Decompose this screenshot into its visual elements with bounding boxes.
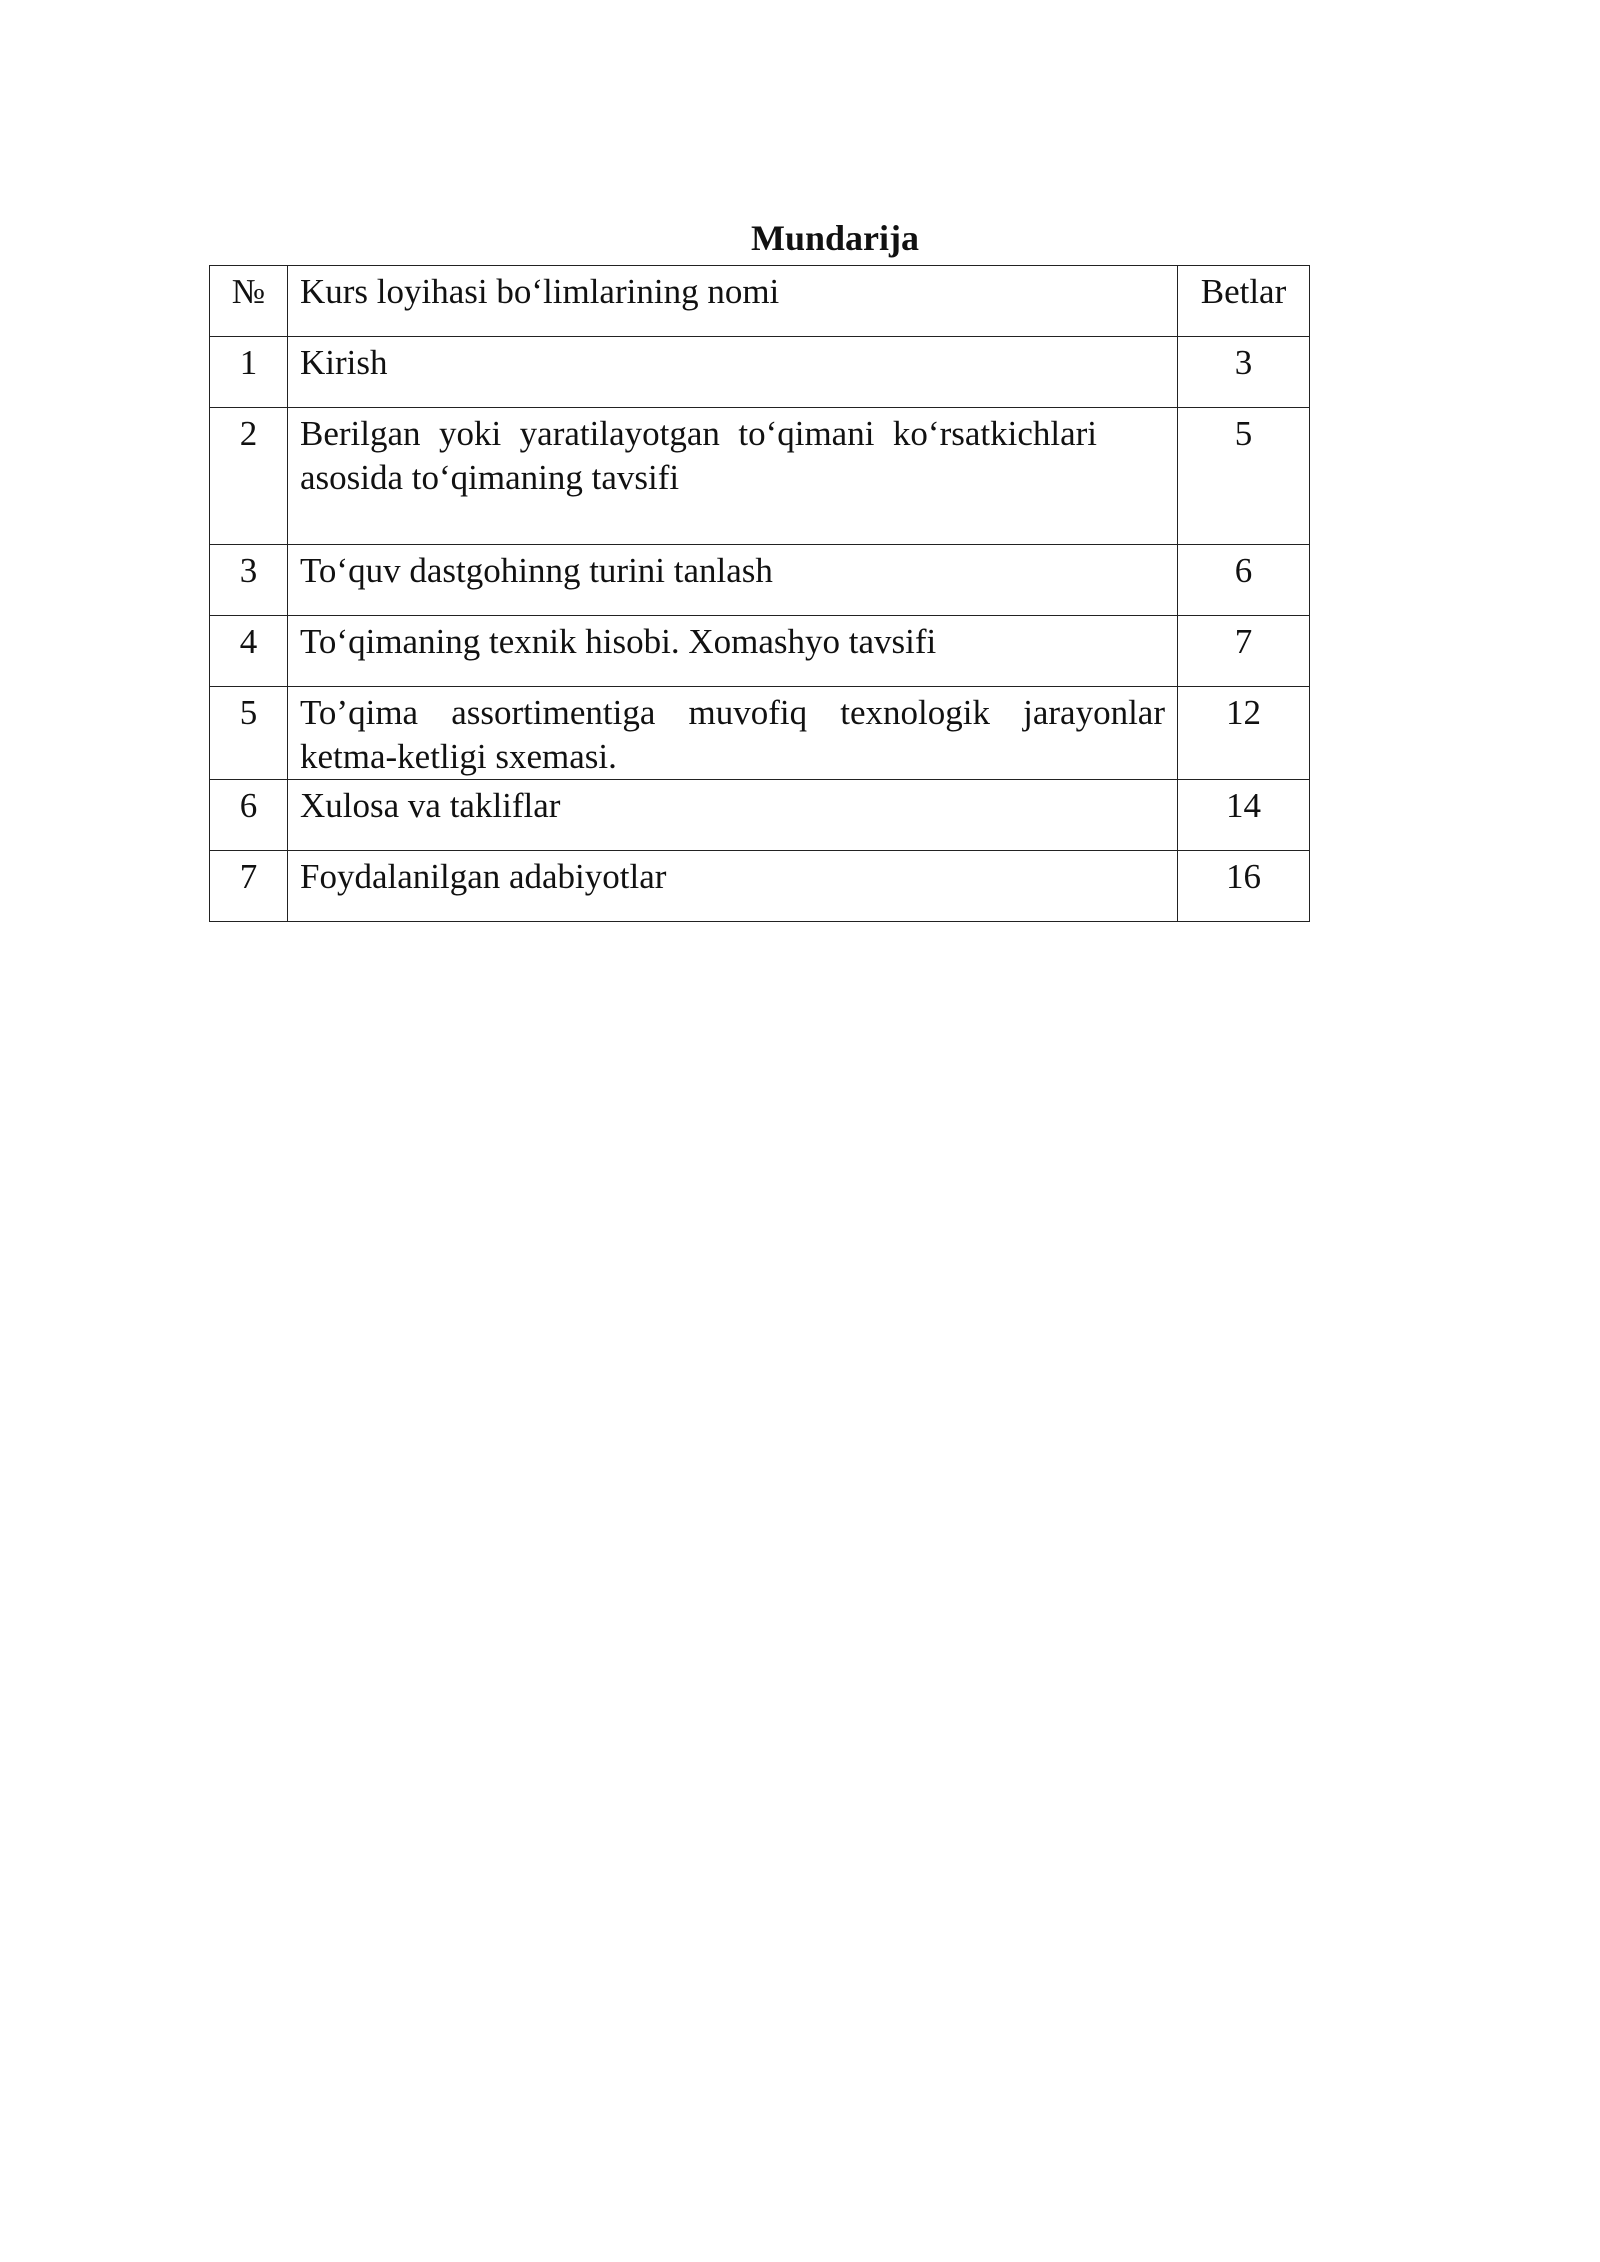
row-number: 7 — [210, 851, 288, 922]
row-section-name: Kirish — [288, 337, 1178, 408]
header-pages: Betlar — [1178, 266, 1310, 337]
header-section-name: Kurs loyihasi bo‘limlarining nomi — [288, 266, 1178, 337]
row-number: 6 — [210, 780, 288, 851]
table-row — [210, 851, 1310, 922]
header-number: № — [210, 266, 288, 337]
row-page: 16 — [1178, 851, 1310, 922]
row-page: 7 — [1178, 616, 1310, 687]
row-section-name: To‘qimaning texnik hisobi. Xomashyo tavsifi — [288, 616, 1178, 687]
table-row — [210, 687, 1310, 780]
row-section-name: To’qima assortimentiga muvofiq texnologik jarayonlar ketma-ketligi sxemasi. — [288, 687, 1178, 780]
row-page: 14 — [1178, 780, 1310, 851]
table-row — [210, 337, 1310, 408]
row-section-name: Foydalanilgan adabiyotlar — [288, 851, 1178, 922]
page-title: Mundarija — [750, 218, 919, 258]
row-number: 2 — [210, 408, 288, 545]
table-row — [210, 408, 1310, 545]
row-page: 6 — [1178, 545, 1310, 616]
row-page: 5 — [1178, 408, 1310, 545]
table-row — [210, 545, 1310, 616]
row-section-name: To‘quv dastgohinng turini tanlash — [288, 545, 1178, 616]
row-number: 4 — [210, 616, 288, 687]
row-page: 3 — [1178, 337, 1310, 408]
table-row — [210, 780, 1310, 851]
row-number: 3 — [210, 545, 288, 616]
table-row — [210, 616, 1310, 687]
contents-table — [209, 265, 1310, 922]
row-number: 5 — [210, 687, 288, 780]
row-page: 12 — [1178, 687, 1310, 780]
row-section-name: Xulosa va takliflar — [288, 780, 1178, 851]
row-number: 1 — [210, 337, 288, 408]
table-header-row — [210, 266, 1310, 337]
row-section-name: Berilgan yoki yaratilayotgan to‘qimani ko‘rsatkichlari asosida to‘qimaning tavsifi — [288, 408, 1178, 545]
